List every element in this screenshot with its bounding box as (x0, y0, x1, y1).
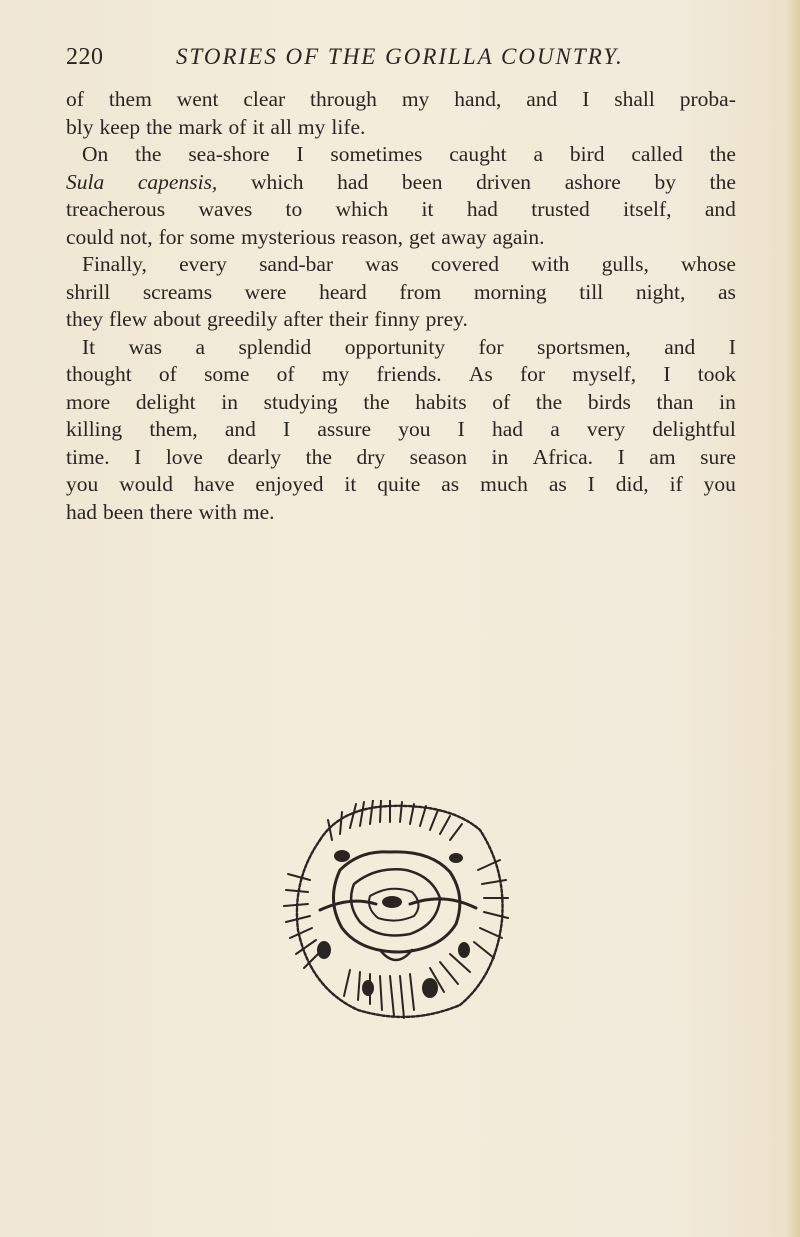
text-line: bly keep the mark of it all my life. (66, 114, 366, 139)
text-line: more delight in studying the habits of the birds than in (66, 389, 736, 414)
text-line: of them went clear through my hand, and I shall proba- (66, 87, 736, 111)
text-line: could not, for some mysterious reason, get away again. (66, 224, 545, 249)
text-line: It was a splendid opportunity for sportsmen, and I (82, 334, 736, 359)
text-line: treacherous waves to which it had trusted itself, and (66, 197, 736, 221)
text-line: shrill screams were heard from morning till night, as (66, 279, 736, 304)
text-line: On the sea-shore I sometimes caught a bird called the (82, 142, 736, 166)
page-edge-shadow (786, 0, 800, 1237)
text-line: thought of some of my friends. As for myself, I took (66, 362, 736, 386)
running-title: STORIES OF THE GORILLA COUNTRY. (176, 44, 624, 69)
text-line: Finally, every sand-bar was covered with gulls, whose (82, 252, 736, 276)
text-line: they flew about greedily after their finny prey. (66, 307, 468, 331)
body-text (66, 86, 736, 526)
text-line: had been there with me. (66, 499, 275, 524)
text-line: Sula capensis, which had been driven ashore by the (66, 169, 736, 194)
text-line: killing them, and I assure you I had a very delightful (66, 417, 736, 441)
ornamental-vignette-icon (280, 800, 510, 1025)
page-number: 220 (66, 44, 104, 70)
text-line: time. I love dearly the dry season in Africa. I am sure (66, 444, 736, 469)
text-line: you would have enjoyed it quite as much as I did, if you (66, 472, 736, 496)
running-head (66, 44, 726, 74)
